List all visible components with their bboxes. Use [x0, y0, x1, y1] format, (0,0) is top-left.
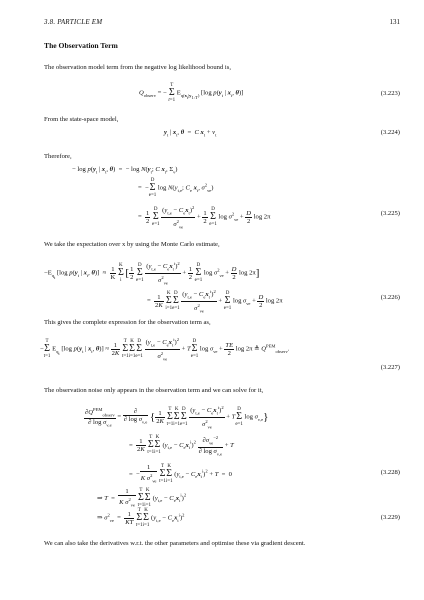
equation-line-1: $-E_{q_t}$ [log $p(y_t$ | $x_t$, θ)] ≈ $\frac{1}{K}$ K Σ i [ $\frac{1}{2}$ D Σ e=1 $\frac{(y_{t,e} - C_ex_t^i)^2}{\sigma^2_{\nu e}}$ + $\frac{1}{2}$ D Σ e=1 $\log \sigma^2_{\nu e}$ + $\frac{D}{2}$ log 2π]	[44, 261, 260, 285]
equation-3-224	[44, 129, 400, 141]
equation-number: (3.224)	[380, 129, 400, 136]
paragraph-5: This gives the complete expression for the observation term as,	[44, 319, 211, 326]
equation-line-1: − $\log p(y_t$ | $x_t$, θ) = − $\log N(y_t$; C $x_t$, $\Sigma_\nu$)	[72, 166, 178, 175]
equation-body: −T Σ t=1 $E_{q_t}$ [log $p(y_t$ | $x_t$, θ)] ≈ $\frac{1}{2K}$ T Σ t=1K Σ i=1D Σ e=1 $\frac{(y_{t,e} - C_ex_t^i)^2}{\sigma^2_{\nu e}}$ + TD Σ e=1 $\log \sigma_{\nu e}$ + $\frac{TE}{2}$ log 2π ≜ $Q^{PEM}_{observ}$.	[40, 337, 290, 361]
paragraph-7: We can also take the derivatives w.r.t. the other parameters and optimise these via gradient descent.	[44, 540, 306, 547]
paragraph-4: We take the expectation over x by using the Monte Carlo estimate,	[44, 241, 220, 248]
equation-body: $y_t$ | $x_t$, θ = C $x_t + \nu_t$	[164, 129, 217, 138]
equation-number: (3.225)	[380, 210, 400, 217]
equation-body: ⇒ $\sigma^2_{\nu e}$ = $\frac{1}{KT}$ T Σ t=1K Σ i=1 $(y_{t,e} - C_ex_t^i)^2$	[97, 508, 185, 528]
equation-line-2: = −D Σ e=1 $\log N(y_{t,e}$; $C_e$ $x_t$, $\sigma^2_{\nu e}$)	[138, 178, 214, 198]
equation-3-225	[44, 166, 400, 236]
equation-line-4: ⇒ T = $\frac{1}{K \sigma^2_{\nu e}}$ T Σ t=1K Σ i=1 $(y_{t,e} - C_ex_t^i)^2$	[97, 488, 187, 509]
equation-number: (3.227)	[380, 364, 400, 371]
equation-line-1: $\frac{\partial Q^{PEM}_{observ}}{\partial \log \sigma_{\nu,e}}$ = $\frac{\partial}{\partial \log \sigma_{\nu,e}}$ { $\frac{1}{2K}$ T Σ t=1K Σ i=1D Σ e=1 $\frac{(y_{t,e} - C_ex_t^i)^2}{\sigma^2_{\nu e}}$ + TD Σ e=1 $\log \sigma_{\nu,e}$}	[85, 405, 269, 429]
equation-line-3: = − $\frac{1}{K \sigma^2_{\nu e}}$ T Σ t=1K Σ i=1 $(y_{t,e} - C_ex_t^i)^2 + T = 0$	[129, 464, 232, 485]
section-title: The Observation Term	[44, 41, 118, 50]
paragraph-2: From the state-space model,	[44, 116, 119, 123]
equation-3-227	[40, 332, 400, 376]
equation-line-2: = $\frac{1}{2K}$ T Σ t=1K Σ i=1 $(y_{t,e} - C_ex_t^i)^2$ $\frac{\partial\sigma_{\nu e}^{-2}}{\partial \log \sigma_{\nu,e}}$ + T	[129, 435, 234, 456]
header-section: 3.8. PARTICLE EM	[44, 18, 103, 26]
paragraph-6: The observation noise only appears in the observation term and we can solve for it,	[44, 387, 264, 394]
equation-number: (3.226)	[380, 294, 400, 301]
equation-number: (3.223)	[380, 90, 400, 97]
paragraph-3: Therefore,	[44, 153, 72, 160]
equation-line-3: = $\frac{1}{2}$ D Σ e=1 $\frac{(y_{t,e} - C_ex_t)^2}{\sigma^2_{\nu e}}$ + $\frac{1}{2}$ D Σ e=1 $\log \sigma^2_{\nu e}$ + $\frac{D}{2}$ log 2π	[138, 205, 271, 229]
paragraph-1: The observation model term from the negative log likelihood bound is,	[44, 64, 231, 71]
equation-3-229	[44, 506, 400, 528]
equation-3-228	[44, 400, 400, 509]
header-page-number: 131	[389, 18, 400, 26]
equation-number: (3.228)	[380, 469, 400, 476]
equation-3-226	[44, 254, 400, 314]
equation-line-2: = $\frac{1}{2K}$ K Σ i=1D Σ e=1 $\frac{(y_{t,e} - C_ex_t^i)^2}{\sigma^2_{\nu e}}$ + D Σ e=1 $\log \sigma_{\nu e}$ + $\frac{D}{2}$ log 2π	[147, 289, 283, 313]
equation-body: $Q_{observ}$ = − T Σ t=1 $E_{q(x_t|y_{1:T})}$ [log $p(y_t$ | $x_t$, θ)]	[139, 83, 244, 103]
equation-3-223	[44, 80, 400, 104]
equation-number: (3.229)	[380, 514, 400, 521]
